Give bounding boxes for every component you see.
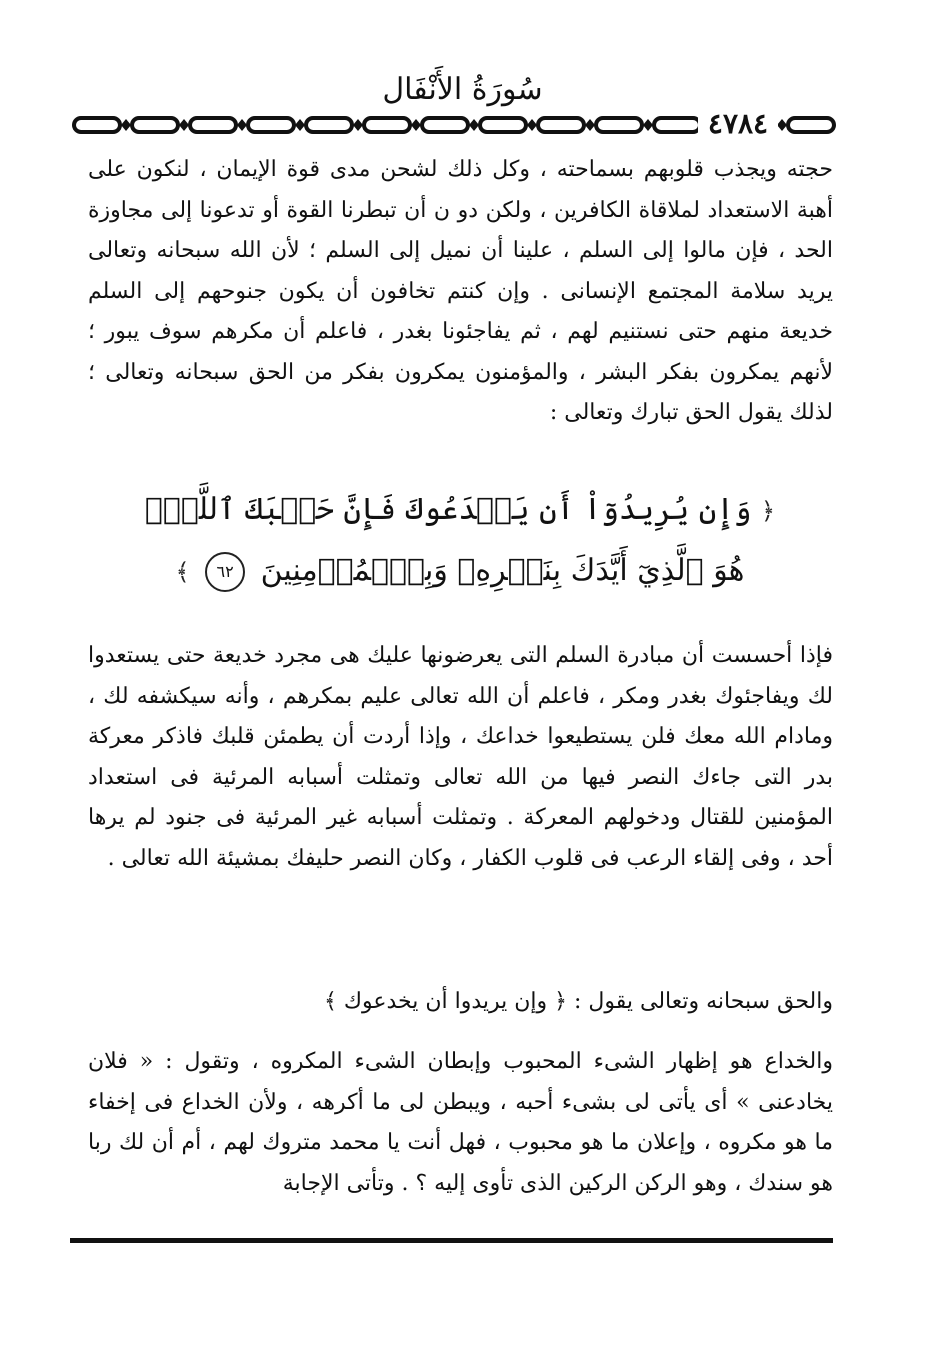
paragraph-text: فإذا أحسست أن مبادرة السلم التى يعرضونها عليك هى مجرد خديعة حتى يستعدوا لك ويفاجئوك بغدر ومكر ، فاعلم أن الله تعالى عليم بمكرهم ، وأنه سيكشفه لك ، ومادام الله معك فلن يستطيعوا خداعك ، وإذا أردت أن يطمئن قلبك فاذكر معركة بدر التى جاءك النصر فيها من الله تعالى وتمثلت أسبابه المرئية فى استعداد المؤمنين للقتال ودخولهم المعركة . وتمثلت أسبابه غير المرئية فى جنود لم يرها أحد ، وفى إلقاء الرعب فى قلوب الكفار ، وكان النصر حليفك بمشيئة الله تعالى . [88, 643, 833, 871]
verse-line-1 [140, 480, 780, 541]
verse-line-2 [140, 541, 780, 602]
verse-text-line-1: وَإِن يُرِيدُوٓاْ أَن يَخۡدَعُوكَ فَإِنَّ حَسۡبَكَ ٱللَّهُۚ [144, 492, 752, 527]
ayah-number-badge: ٦٢ [205, 552, 245, 592]
body-paragraph-2 [88, 636, 833, 879]
surah-title: سُورَةُ الأَنْفَال [382, 72, 543, 107]
quran-verse [140, 480, 780, 602]
page-number: ٤٧٨٤ [698, 104, 778, 144]
paragraph-text: والخداع هو إظهار الشىء المحبوب وإبطان الشىء المكروه ، وتقول : « فلان يخادعنى » أى يأتى لى بشىء أحبه ، ويبطن لى ما أكرهه ، ولأن الخداع فى إخفاء ما هو مكروه ، وإعلان ما هو محبوب ، فهل أنت يا محمد متروك لهم ، أم أن لك ربا هو سندك ، وهو الركن الركين الذى تأوى إليه ؟ . وتأتى الإجابة [88, 1049, 833, 1196]
verse-text-line-2: هُوَ ٱلَّذِيٓ أَيَّدَكَ بِنَصۡرِهِۦ وَبِٱلۡمُؤۡمِنِينَ [260, 553, 745, 588]
verse-open-ornament: ﴿ [761, 497, 776, 525]
body-paragraph-1 [88, 150, 833, 434]
footer-rule [70, 1238, 833, 1243]
paragraph-text: حجته ويجذب قلوبهم بسماحته ، وكل ذلك لشحن مدى قوة الإيمان ، لنكون على أهبة الاستعداد لملاقاة الكافرين ، ولكن دو ن أن تبطرنا القوة أو تدعونا إلى مجاوزة الحد ، فإن مالوا إلى السلم ، علينا أن نميل إلى السلم ؛ لأن الله سبحانه وتعالى يريد سلامة المجتمع الإنسانى . وإن كنتم تخافون أن يكون جنوحهم إلى السلم خديعة منهم حتى نستنيم لهم ، ثم يفاجئونا بغدر ، فاعلم أن مكرهم سوف يبور ؛ لأنهم يمكرون بفكر البشر ، والمؤمنون يمكرون بفكر من الحق سبحانه وتعالى ؛ لذلك يقول الحق تبارك وتعالى : [88, 157, 833, 425]
paragraph-text: والحق سبحانه وتعالى يقول : ﴿ وإن يريدوا أن يخدعوك ﴾ [323, 989, 833, 1014]
body-paragraph-4 [88, 1042, 833, 1204]
verse-close-ornament: ﴾ [175, 558, 190, 586]
body-paragraph-3 [88, 982, 833, 1023]
